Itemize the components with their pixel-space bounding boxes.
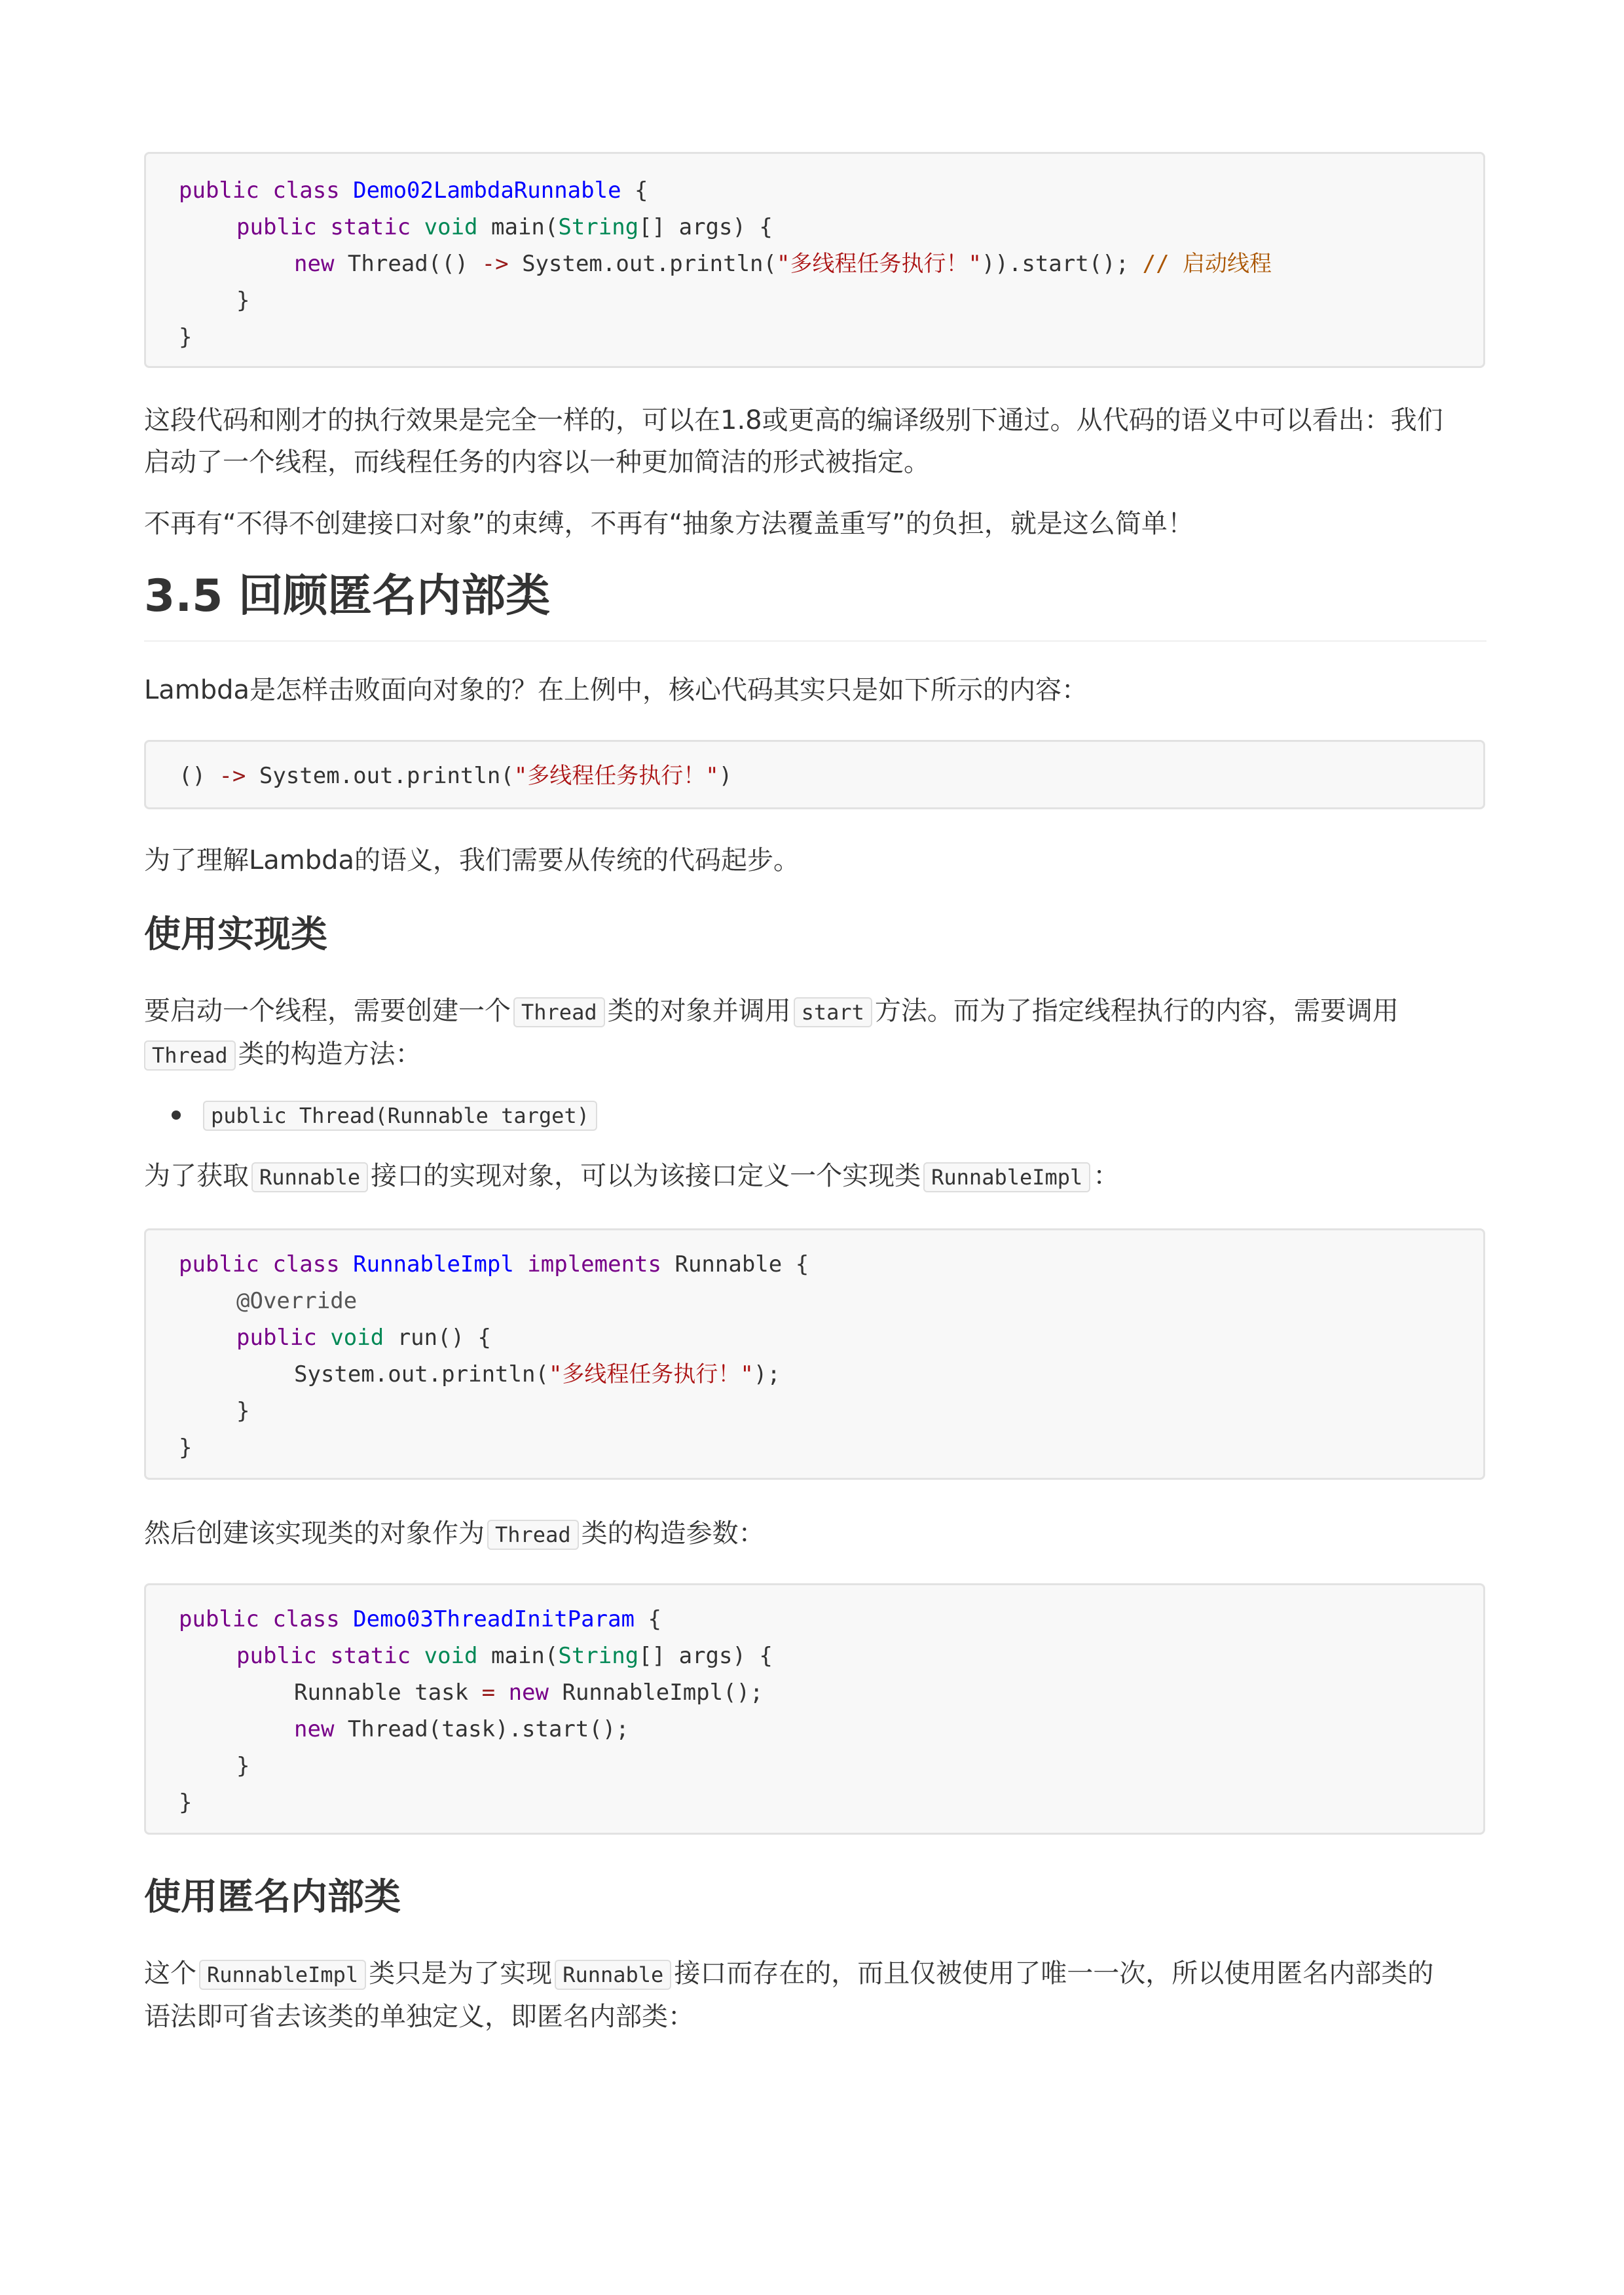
code-token: RunnableImpl (353, 1251, 514, 1277)
code-token: new (294, 1716, 335, 1742)
inline-code: RunnableImpl (923, 1162, 1090, 1192)
code-line (236, 282, 249, 319)
code-token: { (635, 177, 648, 204)
code-line (236, 1748, 249, 1784)
code-token: public (179, 177, 259, 204)
code-token: } (236, 1753, 250, 1779)
text-run: 类的对象并调用 (607, 996, 791, 1026)
code-token: void (330, 1325, 384, 1351)
paragraph-line (144, 990, 1486, 1033)
code-token: implements (527, 1251, 661, 1277)
code-line (294, 246, 1272, 282)
code-token: String (558, 1643, 639, 1669)
code-token: )).start(); (981, 251, 1130, 277)
code-token: static (330, 214, 411, 240)
heading-divider (144, 640, 1486, 642)
code-token: "多线程任务执行！" (548, 1361, 754, 1387)
code-token: = (481, 1680, 496, 1706)
code-token: main( (491, 214, 559, 240)
code-token: "多线程任务执行！" (513, 763, 719, 789)
code-token: [] args) { (638, 214, 773, 240)
code-token: -> (219, 763, 246, 789)
code-line (179, 1246, 809, 1283)
paragraph-line: 不再有“不得不创建接口对象”的束缚，不再有“抽象方法覆盖重写”的负担，就是这么简单！ (144, 509, 1194, 539)
code-line (236, 1393, 249, 1429)
text-run: 这个 (144, 1958, 196, 1989)
code-token: public (236, 1643, 317, 1669)
inline-code: start (794, 997, 872, 1027)
bullet-icon (172, 1111, 181, 1120)
code-token: new (508, 1680, 549, 1706)
paragraph-line (144, 1953, 1486, 1996)
code-token: ) (718, 763, 733, 789)
paragraph-start-thread (144, 990, 1486, 1076)
code-token: [] args) { (638, 1643, 773, 1669)
paragraph-create-object (144, 1513, 1486, 1556)
paragraph-understand-lambda (144, 839, 1486, 881)
paragraph-line: 为了理解Lambda的语义，我们需要从传统的代码起步。 (144, 845, 800, 875)
paragraph-line: 这段代码和刚才的执行效果是完全一样的，可以在1.8或更高的编译级别下通过。从代码的语义中可以看出：我们 (144, 405, 1443, 435)
code-token: class (272, 1606, 340, 1632)
inline-code: RunnableImpl (199, 1960, 366, 1990)
inline-code: public Thread(Runnable target) (203, 1101, 597, 1131)
code-line (179, 319, 192, 356)
code-line (294, 1674, 764, 1711)
paragraph-anonymous-class (144, 1953, 1486, 2038)
code-token: } (179, 1790, 193, 1816)
code-line (236, 1283, 357, 1319)
code-annotation: @Override (236, 1288, 358, 1314)
text-run: 类只是为了实现 (369, 1958, 553, 1989)
code-token: public (179, 1251, 259, 1277)
subsection-heading-impl: 使用实现类 (144, 913, 327, 956)
paragraph-execution-effect (144, 399, 1486, 483)
code-token: public (236, 1325, 317, 1351)
code-token: } (236, 287, 250, 314)
code-token: public (236, 214, 317, 240)
text-run: 类的构造参数： (581, 1518, 765, 1549)
code-token: System.out.println( (294, 1361, 549, 1387)
code-token: } (179, 324, 193, 350)
code-token: Runnable { (674, 1251, 809, 1277)
code-token: System.out.println( (259, 763, 514, 789)
code-line (236, 1638, 773, 1674)
code-line (179, 1429, 192, 1466)
code-token: Demo02LambdaRunnable (353, 177, 621, 204)
text-run: 类的构造方法： (238, 1039, 422, 1069)
code-line (179, 1784, 192, 1821)
code-block-runnable-impl (144, 1228, 1485, 1480)
inline-code: Runnable (251, 1162, 368, 1192)
text-run: 为了获取 (144, 1161, 249, 1191)
code-line (236, 1319, 491, 1356)
text-run: ： (1093, 1161, 1120, 1191)
inline-code: Thread (144, 1040, 236, 1071)
code-token: Runnable task (294, 1680, 469, 1706)
code-token: { (648, 1606, 661, 1632)
code-token: new (294, 251, 335, 277)
code-token: void (424, 1643, 478, 1669)
text-run: 然后创建该实现类的对象作为 (144, 1518, 485, 1549)
code-line (179, 758, 732, 794)
code-token: void (424, 214, 478, 240)
text-run: 接口而存在的，而且仅被使用了唯一一次，所以使用匿名内部类的 (674, 1958, 1434, 1989)
code-comment: // 启动线程 (1142, 251, 1272, 277)
code-token: Thread(task).start(); (347, 1716, 629, 1742)
code-token: run() { (397, 1325, 491, 1351)
paragraph-lambda-question (144, 669, 1486, 711)
code-block-lambda-core (144, 740, 1485, 809)
text-run: 接口的实现对象，可以为该接口定义一个实现类 (371, 1161, 921, 1191)
code-token: Demo03ThreadInitParam (353, 1606, 635, 1632)
paragraph-no-more (144, 503, 1486, 545)
text-run: 方法。而为了指定线程执行的内容，需要调用 (874, 996, 1399, 1026)
code-token: "多线程任务执行！" (777, 251, 982, 277)
code-token: main( (491, 1643, 559, 1669)
paragraph-runnable-impl (144, 1155, 1486, 1198)
code-line (294, 1711, 629, 1748)
code-token: ); (753, 1361, 781, 1387)
code-token: class (272, 1251, 340, 1277)
paragraph-line: Lambda是怎样击败面向对象的？在上例中，核心代码其实只是如下所示的内容： (144, 675, 1088, 705)
code-line (179, 172, 648, 209)
inline-code: Thread (487, 1520, 579, 1550)
paragraph-line (144, 1513, 1486, 1556)
code-block-lambda-runnable (144, 152, 1485, 368)
code-token: String (558, 214, 639, 240)
code-token: System.out.println( (522, 251, 777, 277)
paragraph-line (144, 1033, 1486, 1076)
code-token: RunnableImpl(); (562, 1680, 764, 1706)
code-line (179, 1601, 661, 1638)
bullet-item (203, 1093, 1447, 1137)
text-run: 要启动一个线程，需要创建一个 (144, 996, 511, 1026)
code-line (236, 209, 773, 246)
code-token: -> (481, 251, 509, 277)
code-token: } (179, 1435, 193, 1461)
code-token: static (330, 1643, 411, 1669)
inline-code: Runnable (555, 1960, 671, 1990)
subsection-heading-anonymous: 使用匿名内部类 (144, 1876, 401, 1919)
section-heading: 3.5 回顾匿名内部类 (144, 570, 551, 622)
paragraph-line: 启动了一个线程，而线程任务的内容以一种更加简洁的形式被指定。 (144, 447, 930, 477)
code-token: class (272, 177, 340, 204)
code-token: () (179, 763, 206, 789)
paragraph-line (144, 1155, 1486, 1198)
code-block-thread-init-param (144, 1583, 1485, 1835)
code-token: public (179, 1606, 259, 1632)
inline-code: Thread (513, 997, 605, 1027)
code-line (294, 1356, 781, 1393)
code-token: } (236, 1398, 250, 1424)
code-token: Thread(() (347, 251, 469, 277)
paragraph-line: 语法即可省去该类的单独定义，即匿名内部类： (144, 2002, 694, 2032)
